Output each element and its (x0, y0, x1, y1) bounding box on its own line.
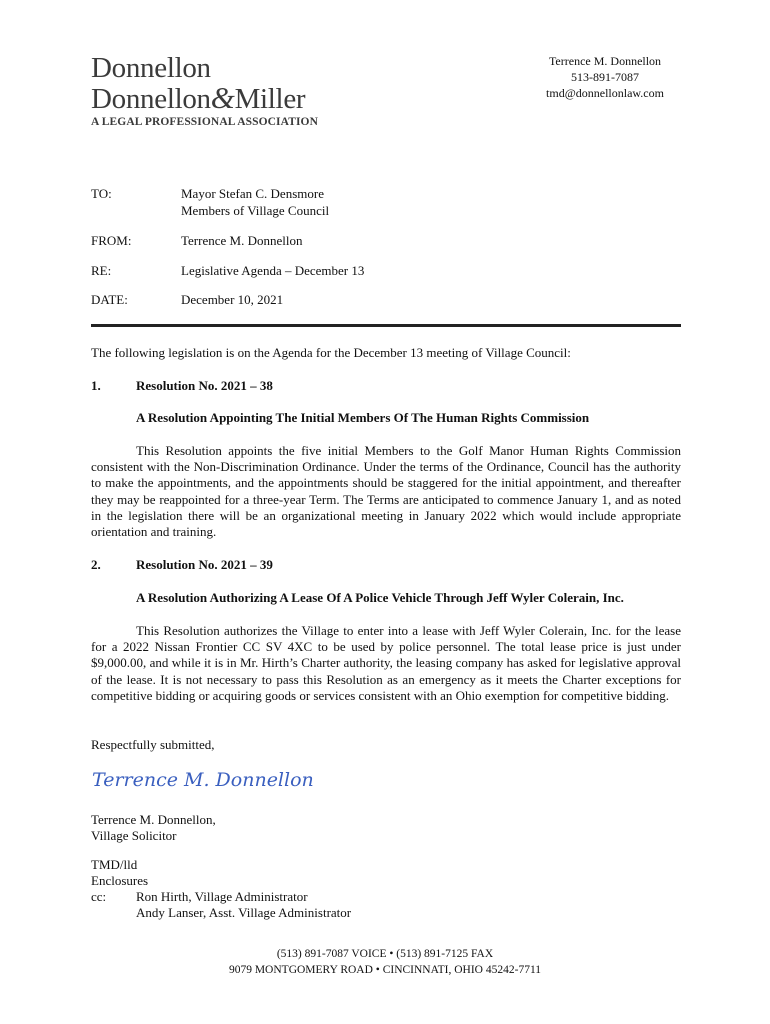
initials: TMD/lld (91, 857, 138, 872)
contact-email[interactable]: tmd@donnellonlaw.com (546, 86, 664, 100)
item-1-number: 1. (91, 378, 101, 393)
signature-script: Terrence M. Donnellon (92, 769, 314, 791)
logo-line-2 (91, 80, 306, 115)
item-2-title: A Resolution Authorizing A Lease Of A Police Vehicle Through Jeff Wyler Colerain, Inc. (136, 590, 624, 605)
re-label: RE: (91, 263, 112, 278)
logo-ampersand: & (210, 80, 235, 115)
enclosures: Enclosures (91, 873, 149, 888)
date-value: December 10, 2021 (181, 292, 284, 307)
item-1-title: A Resolution Appointing The Initial Members Of The Human Rights Commission (136, 410, 590, 425)
to-recipient-2: Members of Village Council (181, 203, 330, 218)
contact-phone: 513-891-7087 (571, 70, 639, 84)
logo-name-a: Donnellon (91, 83, 211, 115)
logo-name-b: Miller (234, 83, 306, 115)
contact-name: Terrence M. Donnellon (548, 54, 662, 68)
logo-line-1: Donnellon (91, 52, 211, 84)
from-label: FROM: (91, 233, 132, 248)
item-2-number: 2. (91, 557, 101, 572)
header-divider (91, 324, 681, 327)
date-label: DATE: (91, 292, 128, 307)
from-value: Terrence M. Donnellon (181, 233, 303, 248)
cc-recipient-1: Ron Hirth, Village Administrator (136, 889, 308, 904)
cc-recipient-2: Andy Lanser, Asst. Village Administrator (136, 905, 352, 920)
intro-text: The following legislation is on the Agenda for the December 13 meeting of Village Council: (91, 345, 571, 360)
item-2-heading: Resolution No. 2021 – 39 (136, 557, 273, 572)
footer-address: 9079 MONTGOMERY ROAD • CINCINNATI, OHIO 45242-7711 (228, 964, 542, 976)
to-label: TO: (91, 186, 112, 201)
item-2-text: This Resolution authorizes the Village to enter into a lease with Jeff Wyler Colerain, Inc. for the lease for a 2022 Nissan Frontier CC SV 4XC to be used by police personnel. The total lease price is just under $9,000.00, and while it is in Mr. Hirth’s Charter authority, the leasing company has asked for legislative approval of the lease. It is not necessary to pass this Resolution as an emergency as it meets the Charter exceptions for competitive bidding or acquiring goods or services consistent with an Ohio exemption for competitive bidding. (91, 623, 681, 703)
signer-name: Terrence M. Donnellon, (91, 812, 216, 827)
cc-label: cc: (91, 889, 107, 904)
item-1-text: This Resolution appoints the five initial Members to the Golf Manor Human Rights Commission consistent with the Non-Discrimination Ordinance. Under the terms of the Ordinance, Council has the authority to make the appointments, and the appointments should be staggered for the initial appointment, and thereafter they may be reappointed for a three-year Term. The Terms are anticipated to commence January 1, and as noted in the legislation there will be an organizational meeting in January 2022 which would include appropriate orientation and training. (91, 443, 681, 540)
re-value: Legislative Agenda – December 13 (181, 263, 365, 278)
logo-tagline: A LEGAL PROFESSIONAL ASSOCIATION (91, 116, 318, 128)
to-recipient-1: Mayor Stefan C. Densmore (181, 186, 324, 201)
signer-title: Village Solicitor (91, 828, 177, 843)
closing: Respectfully submitted, (91, 737, 215, 752)
item-1-heading: Resolution No. 2021 – 38 (136, 378, 273, 393)
footer-phone-fax: (513) 891-7087 VOICE • (513) 891-7125 FAX (276, 948, 494, 960)
